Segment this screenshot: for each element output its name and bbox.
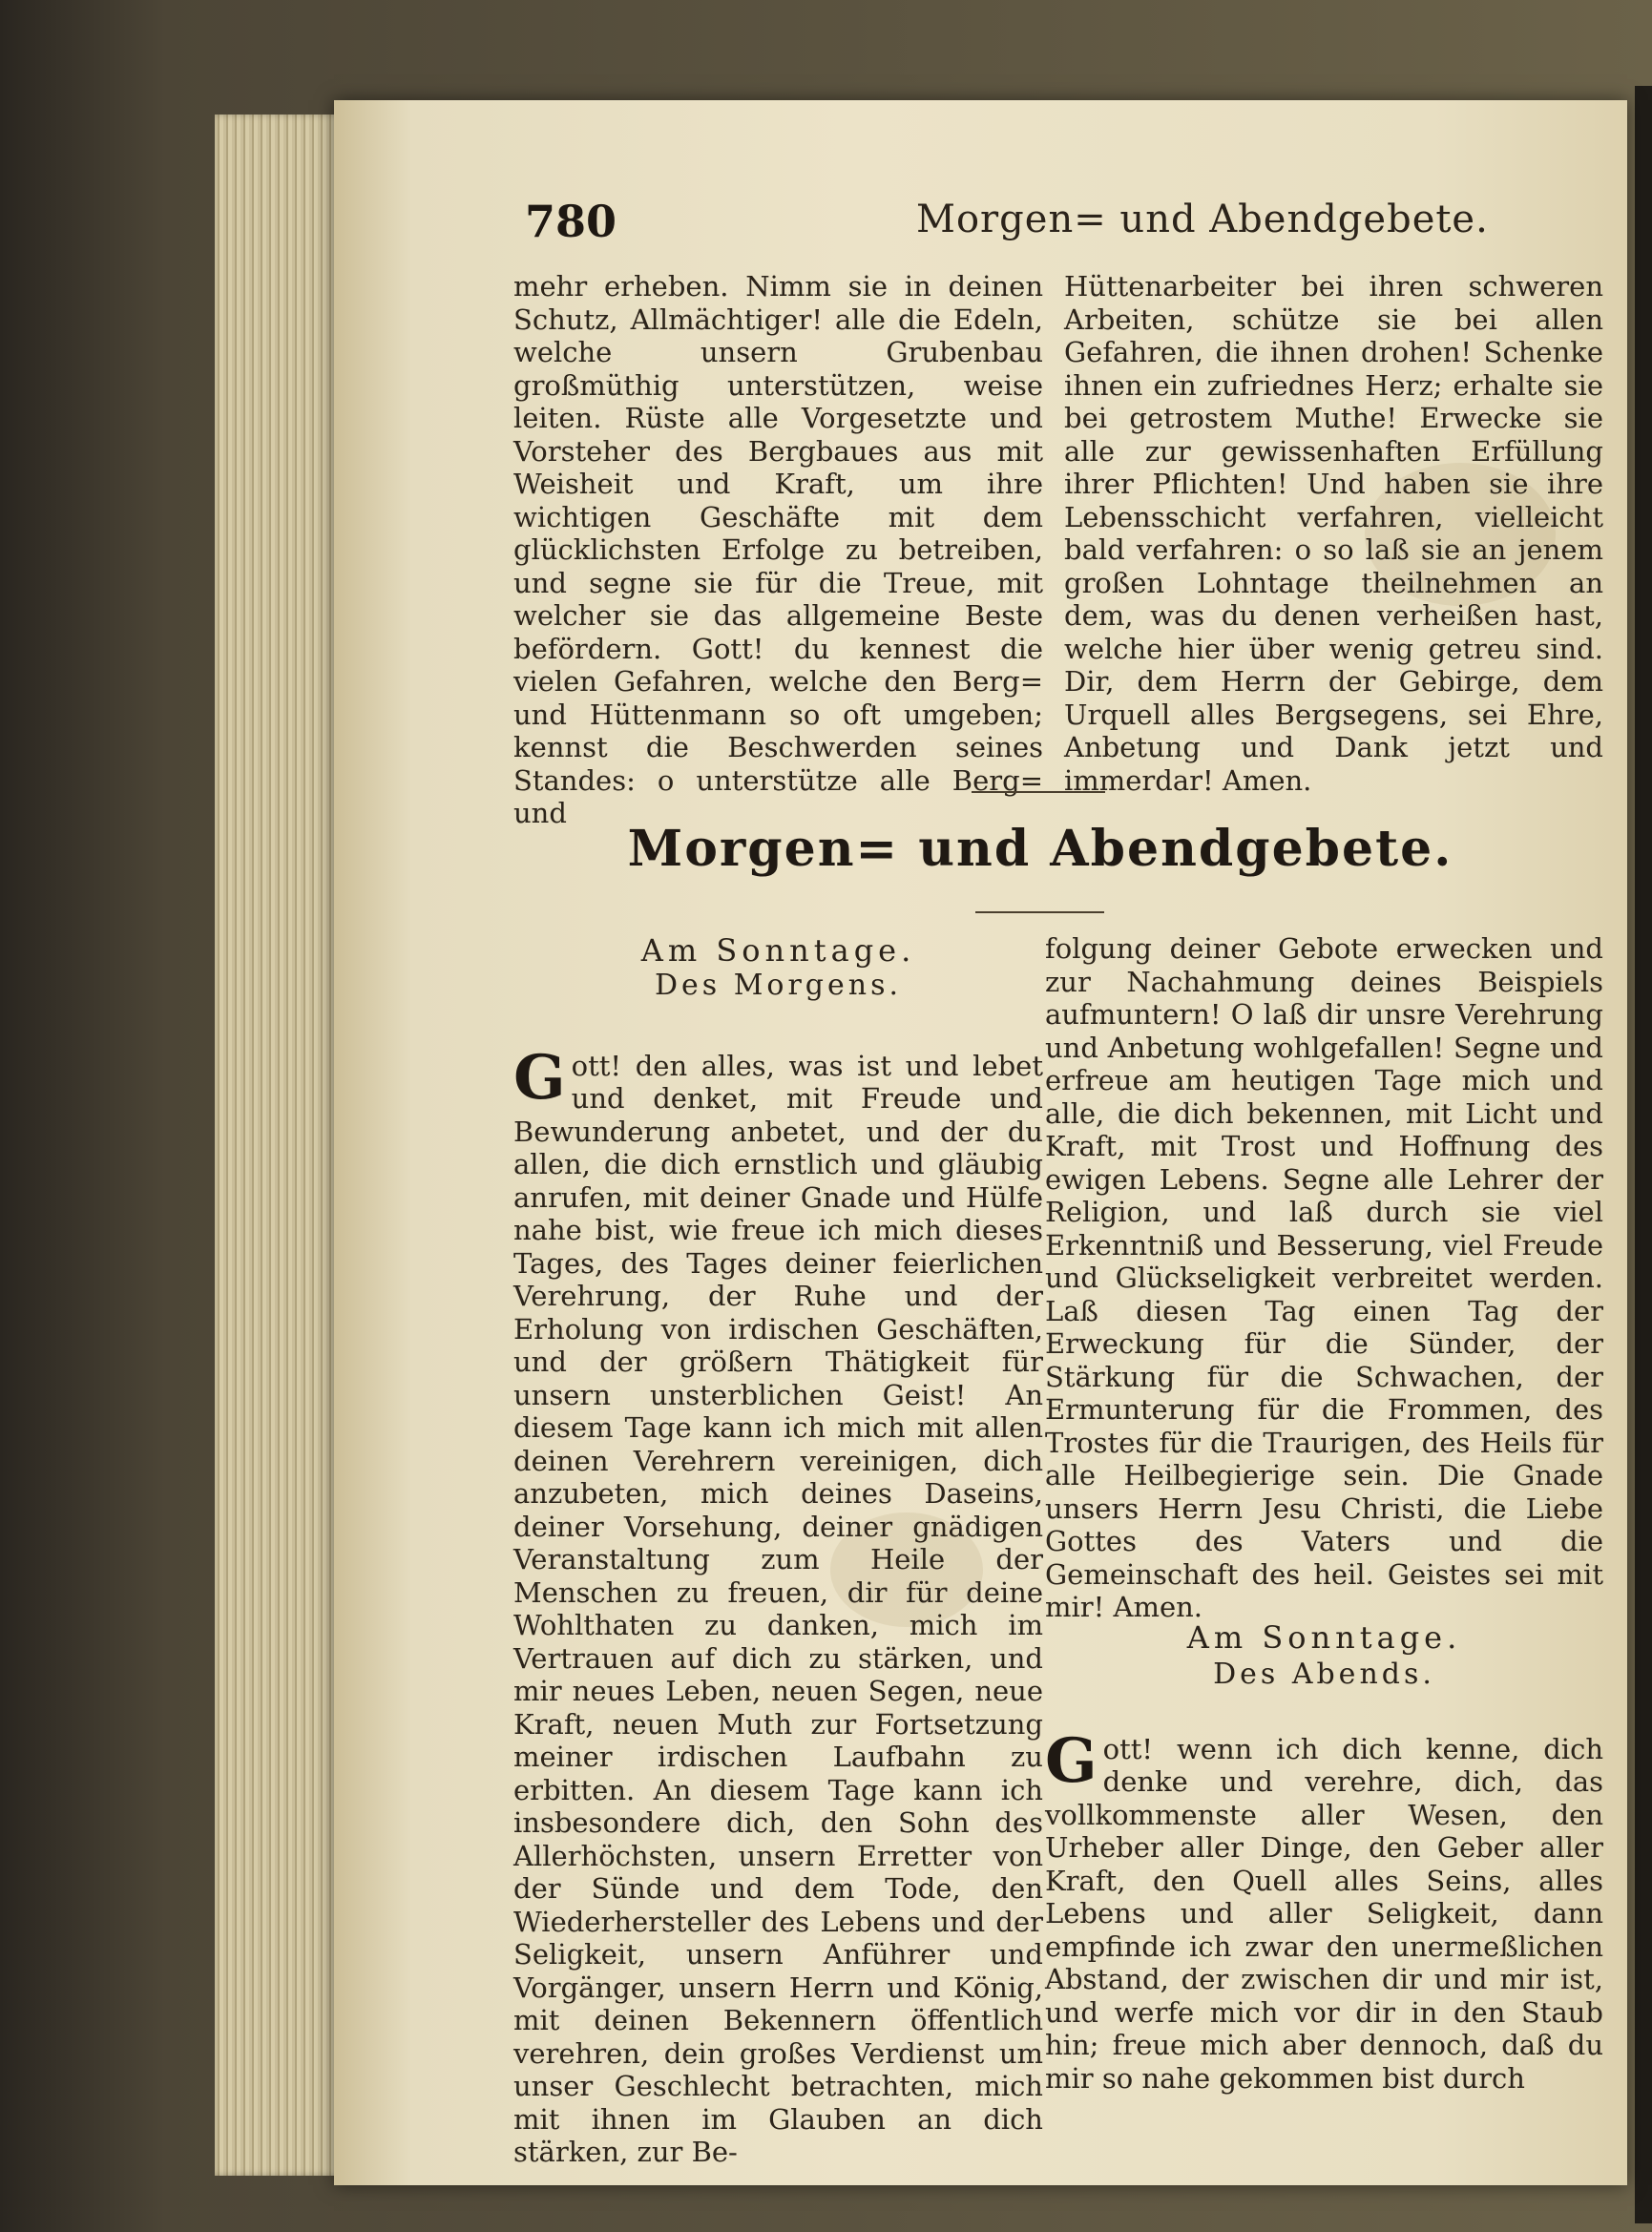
running-head: Morgen= und Abendgebete. (916, 198, 1489, 241)
top-right-column: Hüttenarbeiter bei ihren schweren Arbeiten, schütze sie bei allen Gefahren, die ihnen drohen! Schenke ihnen ein zufriednes Herz; erhalte sie bei getrostem Muthe! Erwecke sie alle zur gewissenhaften Erfüllung ihrer Pflichten! Und haben sie ihre Lebensschicht verfahren, vielleicht bald verfahren: o so laß sie an jenem großen Lohntage theilnehmen an dem, was du denen verheißen hast, welche hier über wenig getreu sind. Dir, dem Herrn der Gebirge, dem Urquell alles Bergsegens, sei Ehre, Anbetung und Dank jetzt und immerdar! Amen. (1064, 270, 1603, 797)
subheading-morning: Des Morgens. (654, 969, 903, 1002)
dropcap-letter: G (1045, 1724, 1098, 1797)
page-number: 780 (525, 196, 617, 247)
divider-rule (972, 791, 1105, 793)
page-header (525, 196, 1613, 262)
morning-prayer-text: ott! den alles, was ist und lebet und denket, mit Freude und Bewunderung anbetet, und der du allen, die dich ernstlich und gläubig anrufen, mit deiner Gnade und Hülfe nahe bist, wie freue ich mich dieses Tages, des Tages deiner feierlichen Verehrung, der Ruhe und der Erholung von irdischen Geschäften, und der größern Thätigkeit für unsern unsterblichen Geist! An diesem Tage kann ich mich mit allen deinen Verehrern vereinigen, dich anzubeten, mich deines Daseins, deiner Vorsehung, deiner gnädigen Veranstaltung zum Heile der Menschen zu freuen, dir für deine Wohlthaten zu danken, mich im Vertrauen auf dich zu stärken, und mir neues Leben, neuen Segen, neue Kraft, neuen Muth zur Fortsetzung meiner irdischen Laufbahn zu erbitten. An diesem Tage kann ich insbesondere dich, den Sohn des Allerhöchsten, unsern Erretter von der Sünde und dem Tode, den Wiederhersteller des Lebens und der Seligkeit, unsern Anführer und Vorgänger, unsern Herrn und König, mit deinen Bekennern öffentlich verehren, dein großes Verdienst um unser Geschlecht betrachten, mich mit ihnen im Glauben an dich stärken, zur Be- (513, 1049, 1043, 2168)
section-heading-sunday-morning: Am Sonntage. (640, 932, 916, 969)
book-cover-edge (1635, 86, 1652, 2223)
morning-prayer-right-column: folgung deiner Gebote erwecken und zur Nachahmung deines Beispiels aufmuntern! O laß dir unsre Verehrung und Anbetung wohlgefallen! Segne und erfreue am heutigen Tage mich und alle, die dich bekennen, mit Licht und Kraft, mit Trost und Hoffnung des ewigen Lebens. Segne alle Lehrer der Religion, und laß durch sie viel Erkenntniß und Besserung, viel Freude und Glückseligkeit verbreitet werden. Laß diesen Tag einen Tag der Erweckung für die Sünder, der Stärkung für die Schwachen, der Ermunterung für die Frommen, des Trostes für die Traurigen, des Heils für alle Heilbegierige sein. Die Gnade unsers Herrn Jesu Christi, die Liebe Gottes des Vaters und die Gemeinschaft des heil. Geistes sei mit mir! Amen. (1045, 932, 1603, 1623)
section-heading-sunday-evening: Am Sonntage. (1186, 1619, 1462, 1656)
evening-prayer-text: ott! wenn ich dich kenne, dich denke und verehre, dich, das vollkommenste aller Wesen, den Urheber aller Dinge, den Geber aller Kraft, den Quell alles Seins, alles Lebens und aller Seligkeit, dann empfinde ich zwar den unermeßlichen Abstand, der zwischen dir und mir ist, und werfe mich vor dir in den Staub hin; freue mich aber dennoch, daß du mir so nahe gekommen bist durch (1045, 1732, 1603, 2095)
dropcap-letter: G (513, 1041, 566, 1114)
subheading-evening: Des Abends. (1213, 1658, 1435, 1691)
divider-rule (975, 911, 1104, 913)
book-page (334, 100, 1627, 2185)
evening-prayer-column (1045, 1700, 1603, 2095)
morning-prayer-left-column (513, 1016, 1043, 2169)
main-title: Morgen= und Abendgebete. (627, 820, 1453, 878)
top-left-column: mehr erheben. Nimm sie in deinen Schutz, Allmächtiger! alle die Edeln, welche unsern Grubenbau großmüthig unterstützen, weise leiten. Rüste alle Vorgesetzte und Vorsteher des Bergbaues aus mit Weisheit und Kraft, um ihre wichtigen Geschäfte mit dem glücklichsten Erfolge zu betreiben, und segne sie für die Treue, mit welcher sie das allgemeine Beste befördern. Gott! du kennest die vielen Gefahren, welche den Berg= und Hüttenmann so oft umgeben; kennst die Beschwerden seines Standes: o unterstütze alle Berg= und (513, 270, 1043, 829)
